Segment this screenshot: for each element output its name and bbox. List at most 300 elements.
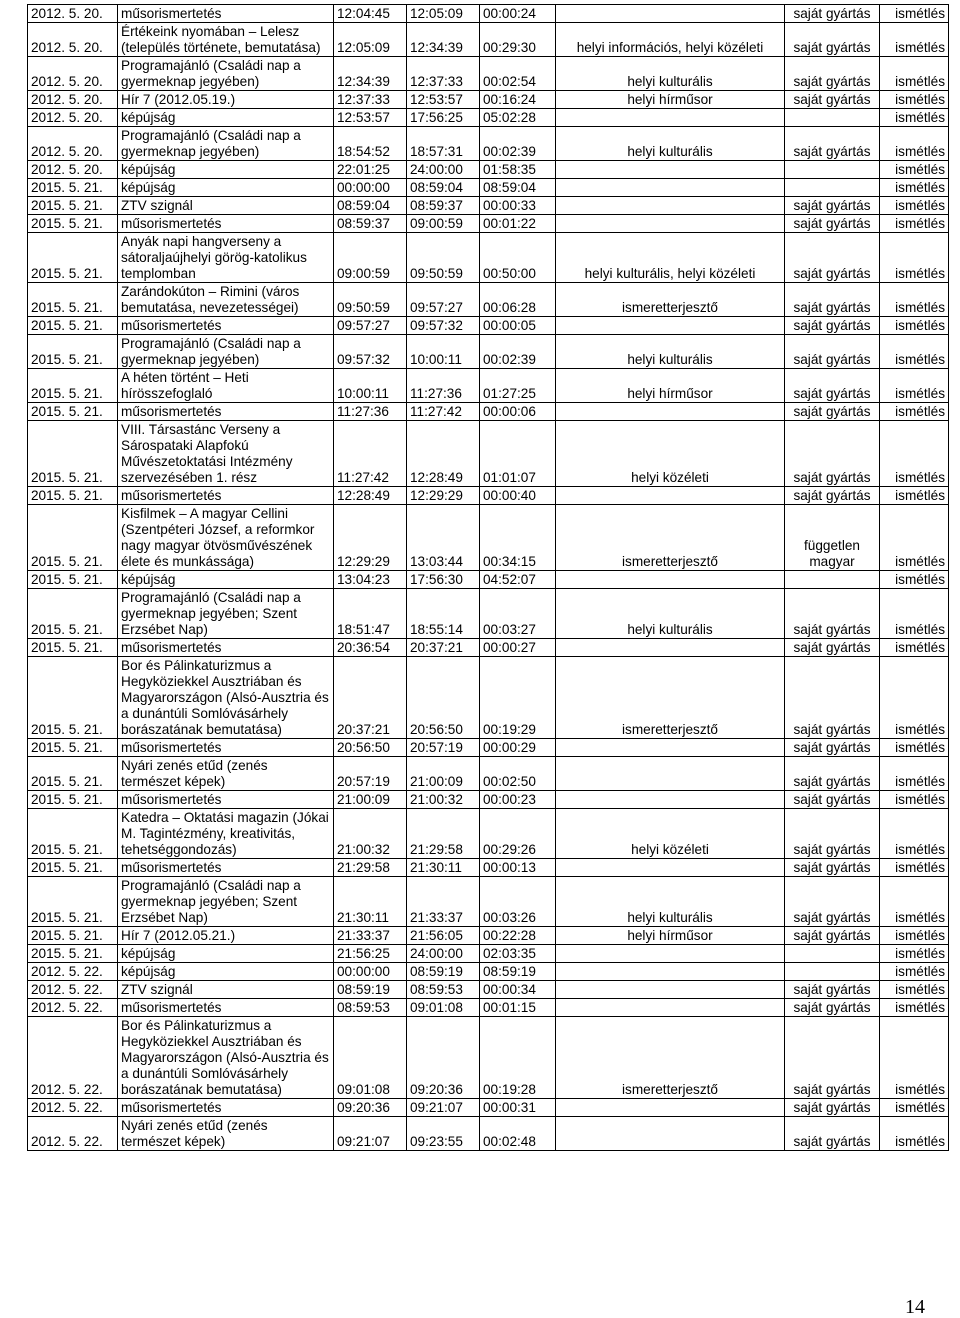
origin-cell: független magyar	[785, 505, 880, 571]
duration-cell: 08:59:04	[480, 179, 556, 197]
duration-cell: 00:02:54	[480, 57, 556, 91]
origin-cell: saját gyártás	[785, 859, 880, 877]
title-cell: műsorismertetés	[118, 215, 334, 233]
duration-cell: 00:01:15	[480, 999, 556, 1017]
genre-cell	[556, 639, 785, 657]
status-cell: ismétlés	[880, 739, 949, 757]
date-cell: 2012. 5. 22.	[28, 999, 118, 1017]
table-row	[28, 179, 949, 197]
start-time-cell: 20:37:21	[334, 657, 407, 739]
origin-cell: saját gyártás	[785, 639, 880, 657]
title-cell: képújság	[118, 571, 334, 589]
genre-cell: helyi hírműsor	[556, 369, 785, 403]
date-cell: 2015. 5. 21.	[28, 233, 118, 283]
start-time-cell: 09:00:59	[334, 233, 407, 283]
status-cell: ismétlés	[880, 639, 949, 657]
start-time-cell: 21:30:11	[334, 877, 407, 927]
table-row	[28, 657, 949, 739]
table-row	[28, 369, 949, 403]
date-cell: 2012. 5. 20.	[28, 57, 118, 91]
table-row	[28, 57, 949, 91]
duration-cell: 00:00:34	[480, 981, 556, 999]
genre-cell	[556, 109, 785, 127]
title-cell: ZTV szignál	[118, 981, 334, 999]
duration-cell: 05:02:28	[480, 109, 556, 127]
status-cell: ismétlés	[880, 233, 949, 283]
title-cell: műsorismertetés	[118, 1099, 334, 1117]
genre-cell	[556, 197, 785, 215]
title-cell: Programajánló (Családi nap a gyermeknap jegyében)	[118, 57, 334, 91]
end-time-cell: 21:30:11	[407, 859, 480, 877]
genre-cell	[556, 981, 785, 999]
genre-cell	[556, 403, 785, 421]
start-time-cell: 18:54:52	[334, 127, 407, 161]
table-row	[28, 945, 949, 963]
table-row	[28, 197, 949, 215]
end-time-cell: 08:59:04	[407, 179, 480, 197]
end-time-cell: 12:34:39	[407, 23, 480, 57]
end-time-cell: 21:00:32	[407, 791, 480, 809]
end-time-cell: 09:20:36	[407, 1017, 480, 1099]
genre-cell: helyi kulturális	[556, 57, 785, 91]
genre-cell: helyi hírműsor	[556, 91, 785, 109]
genre-cell: helyi kulturális	[556, 335, 785, 369]
origin-cell: saját gyártás	[785, 5, 880, 23]
title-cell: Kisfilmek – A magyar Cellini (Szentpéteri József, a reformkor nagy magyar ötvösművészének élete és munkássága)	[118, 505, 334, 571]
status-cell: ismétlés	[880, 487, 949, 505]
start-time-cell: 12:29:29	[334, 505, 407, 571]
date-cell: 2015. 5. 21.	[28, 179, 118, 197]
table-row	[28, 739, 949, 757]
title-cell: Nyári zenés etűd (zenés természet képek)	[118, 1117, 334, 1151]
title-cell: Programajánló (Családi nap a gyermeknap jegyében; Szent Erzsébet Nap)	[118, 589, 334, 639]
genre-cell	[556, 1099, 785, 1117]
title-cell: Katedra – Oktatási magazin (Jókai M. Tagintézmény, kreativitás, tehetséggondozás)	[118, 809, 334, 859]
origin-cell: saját gyártás	[785, 999, 880, 1017]
date-cell: 2015. 5. 21.	[28, 571, 118, 589]
duration-cell: 00:00:29	[480, 739, 556, 757]
start-time-cell: 09:57:32	[334, 335, 407, 369]
duration-cell: 00:16:24	[480, 91, 556, 109]
origin-cell: saját gyártás	[785, 91, 880, 109]
schedule-rows	[28, 5, 949, 1151]
table-row	[28, 403, 949, 421]
table-row	[28, 1117, 949, 1151]
origin-cell: saját gyártás	[785, 1099, 880, 1117]
start-time-cell: 08:59:04	[334, 197, 407, 215]
start-time-cell: 13:04:23	[334, 571, 407, 589]
origin-cell: saját gyártás	[785, 335, 880, 369]
origin-cell: saját gyártás	[785, 317, 880, 335]
status-cell: ismétlés	[880, 179, 949, 197]
origin-cell	[785, 571, 880, 589]
date-cell: 2015. 5. 21.	[28, 197, 118, 215]
title-cell: Zarándokúton – Rimini (város bemutatása, nevezetességei)	[118, 283, 334, 317]
status-cell: ismétlés	[880, 571, 949, 589]
date-cell: 2015. 5. 21.	[28, 369, 118, 403]
start-time-cell: 00:00:00	[334, 963, 407, 981]
start-time-cell: 20:57:19	[334, 757, 407, 791]
duration-cell: 00:19:28	[480, 1017, 556, 1099]
end-time-cell: 21:29:58	[407, 809, 480, 859]
start-time-cell: 21:29:58	[334, 859, 407, 877]
origin-cell: saját gyártás	[785, 809, 880, 859]
duration-cell: 00:00:27	[480, 639, 556, 657]
status-cell: ismétlés	[880, 657, 949, 739]
end-time-cell: 09:00:59	[407, 215, 480, 233]
table-row	[28, 859, 949, 877]
genre-cell	[556, 161, 785, 179]
title-cell: Anyák napi hangverseny a sátoraljaújhelyi görög-katolikus templomban	[118, 233, 334, 283]
title-cell: Programajánló (Családi nap a gyermeknap jegyében)	[118, 335, 334, 369]
origin-cell	[785, 179, 880, 197]
title-cell: Hír 7 (2012.05.21.)	[118, 927, 334, 945]
end-time-cell: 12:28:49	[407, 421, 480, 487]
date-cell: 2015. 5. 21.	[28, 317, 118, 335]
date-cell: 2012. 5. 20.	[28, 109, 118, 127]
end-time-cell: 13:03:44	[407, 505, 480, 571]
status-cell: ismétlés	[880, 791, 949, 809]
start-time-cell: 09:20:36	[334, 1099, 407, 1117]
start-time-cell: 08:59:37	[334, 215, 407, 233]
title-cell: képújság	[118, 963, 334, 981]
origin-cell: saját gyártás	[785, 23, 880, 57]
start-time-cell: 12:28:49	[334, 487, 407, 505]
duration-cell: 00:00:05	[480, 317, 556, 335]
origin-cell: saját gyártás	[785, 657, 880, 739]
page-number: 14	[905, 1296, 925, 1318]
end-time-cell: 20:57:19	[407, 739, 480, 757]
date-cell: 2012. 5. 20.	[28, 91, 118, 109]
duration-cell: 01:01:07	[480, 421, 556, 487]
table-row	[28, 927, 949, 945]
title-cell: műsorismertetés	[118, 487, 334, 505]
date-cell: 2015. 5. 21.	[28, 335, 118, 369]
status-cell: ismétlés	[880, 809, 949, 859]
origin-cell: saját gyártás	[785, 589, 880, 639]
status-cell: ismétlés	[880, 161, 949, 179]
status-cell: ismétlés	[880, 23, 949, 57]
origin-cell: saját gyártás	[785, 403, 880, 421]
title-cell: képújság	[118, 179, 334, 197]
table-row	[28, 1017, 949, 1099]
duration-cell: 00:00:40	[480, 487, 556, 505]
status-cell: ismétlés	[880, 1099, 949, 1117]
duration-cell: 00:00:33	[480, 197, 556, 215]
duration-cell: 08:59:19	[480, 963, 556, 981]
end-time-cell: 09:57:32	[407, 317, 480, 335]
end-time-cell: 09:23:55	[407, 1117, 480, 1151]
duration-cell: 00:00:23	[480, 791, 556, 809]
start-time-cell: 12:53:57	[334, 109, 407, 127]
genre-cell: helyi információs, helyi közéleti	[556, 23, 785, 57]
duration-cell: 00:19:29	[480, 657, 556, 739]
status-cell: ismétlés	[880, 1017, 949, 1099]
start-time-cell: 21:00:32	[334, 809, 407, 859]
duration-cell: 00:22:28	[480, 927, 556, 945]
status-cell: ismétlés	[880, 945, 949, 963]
origin-cell	[785, 945, 880, 963]
title-cell: A héten történt – Heti hírösszefoglaló	[118, 369, 334, 403]
date-cell: 2015. 5. 21.	[28, 421, 118, 487]
end-time-cell: 24:00:00	[407, 161, 480, 179]
end-time-cell: 09:01:08	[407, 999, 480, 1017]
end-time-cell: 17:56:25	[407, 109, 480, 127]
duration-cell: 00:34:15	[480, 505, 556, 571]
duration-cell: 00:00:24	[480, 5, 556, 23]
genre-cell	[556, 757, 785, 791]
genre-cell: ismeretterjesztő	[556, 657, 785, 739]
table-row	[28, 757, 949, 791]
end-time-cell: 24:00:00	[407, 945, 480, 963]
table-row	[28, 877, 949, 927]
title-cell: műsorismertetés	[118, 859, 334, 877]
start-time-cell: 09:01:08	[334, 1017, 407, 1099]
table-row	[28, 999, 949, 1017]
status-cell: ismétlés	[880, 589, 949, 639]
genre-cell: helyi közéleti	[556, 809, 785, 859]
title-cell: Hír 7 (2012.05.19.)	[118, 91, 334, 109]
duration-cell: 00:02:39	[480, 127, 556, 161]
status-cell: ismétlés	[880, 403, 949, 421]
table-row	[28, 5, 949, 23]
genre-cell	[556, 739, 785, 757]
origin-cell: saját gyártás	[785, 1117, 880, 1151]
date-cell: 2015. 5. 21.	[28, 927, 118, 945]
origin-cell	[785, 109, 880, 127]
start-time-cell: 08:59:53	[334, 999, 407, 1017]
origin-cell: saját gyártás	[785, 877, 880, 927]
end-time-cell: 12:29:29	[407, 487, 480, 505]
origin-cell: saját gyártás	[785, 369, 880, 403]
origin-cell: saját gyártás	[785, 791, 880, 809]
date-cell: 2012. 5. 22.	[28, 1117, 118, 1151]
start-time-cell: 20:36:54	[334, 639, 407, 657]
status-cell: ismétlés	[880, 877, 949, 927]
genre-cell: helyi kulturális, helyi közéleti	[556, 233, 785, 283]
start-time-cell: 21:56:25	[334, 945, 407, 963]
status-cell: ismétlés	[880, 963, 949, 981]
table-row	[28, 589, 949, 639]
table-row	[28, 809, 949, 859]
title-cell: műsorismertetés	[118, 403, 334, 421]
end-time-cell: 12:53:57	[407, 91, 480, 109]
end-time-cell: 09:21:07	[407, 1099, 480, 1117]
table-row	[28, 23, 949, 57]
date-cell: 2015. 5. 21.	[28, 657, 118, 739]
origin-cell: saját gyártás	[785, 1017, 880, 1099]
start-time-cell: 09:50:59	[334, 283, 407, 317]
duration-cell: 00:29:30	[480, 23, 556, 57]
genre-cell	[556, 791, 785, 809]
status-cell: ismétlés	[880, 859, 949, 877]
start-time-cell: 12:04:45	[334, 5, 407, 23]
duration-cell: 00:06:28	[480, 283, 556, 317]
status-cell: ismétlés	[880, 335, 949, 369]
status-cell: ismétlés	[880, 127, 949, 161]
status-cell: ismétlés	[880, 421, 949, 487]
duration-cell: 00:02:48	[480, 1117, 556, 1151]
title-cell: Bor és Pálinkaturizmus a Hegyköziekkel Ausztriában és Magyarországon (Alsó-Ausztria és a dunántúli Somlóvásárhely borászatának bemutatása)	[118, 657, 334, 739]
date-cell: 2015. 5. 21.	[28, 215, 118, 233]
origin-cell: saját gyártás	[785, 215, 880, 233]
status-cell: ismétlés	[880, 215, 949, 233]
origin-cell: saját gyártás	[785, 57, 880, 91]
table-row	[28, 791, 949, 809]
broadcast-schedule-table	[27, 4, 949, 1151]
date-cell: 2015. 5. 21.	[28, 505, 118, 571]
date-cell: 2012. 5. 22.	[28, 981, 118, 999]
date-cell: 2015. 5. 21.	[28, 809, 118, 859]
start-time-cell: 08:59:19	[334, 981, 407, 999]
genre-cell	[556, 179, 785, 197]
end-time-cell: 18:55:14	[407, 589, 480, 639]
genre-cell	[556, 487, 785, 505]
date-cell: 2015. 5. 21.	[28, 757, 118, 791]
origin-cell: saját gyártás	[785, 927, 880, 945]
table-row	[28, 335, 949, 369]
duration-cell: 00:00:13	[480, 859, 556, 877]
title-cell: képújság	[118, 109, 334, 127]
table-row	[28, 109, 949, 127]
duration-cell: 00:02:39	[480, 335, 556, 369]
genre-cell	[556, 963, 785, 981]
start-time-cell: 11:27:36	[334, 403, 407, 421]
start-time-cell: 22:01:25	[334, 161, 407, 179]
title-cell: Programajánló (Családi nap a gyermeknap jegyében)	[118, 127, 334, 161]
status-cell: ismétlés	[880, 91, 949, 109]
title-cell: ZTV szignál	[118, 197, 334, 215]
date-cell: 2012. 5. 22.	[28, 1099, 118, 1117]
duration-cell: 00:00:06	[480, 403, 556, 421]
date-cell: 2012. 5. 20.	[28, 161, 118, 179]
duration-cell: 00:00:31	[480, 1099, 556, 1117]
start-time-cell: 21:33:37	[334, 927, 407, 945]
end-time-cell: 11:27:42	[407, 403, 480, 421]
status-cell: ismétlés	[880, 505, 949, 571]
title-cell: képújság	[118, 945, 334, 963]
end-time-cell: 11:27:36	[407, 369, 480, 403]
table-row	[28, 571, 949, 589]
date-cell: 2012. 5. 20.	[28, 127, 118, 161]
end-time-cell: 21:33:37	[407, 877, 480, 927]
genre-cell: helyi közéleti	[556, 421, 785, 487]
start-time-cell: 18:51:47	[334, 589, 407, 639]
date-cell: 2012. 5. 20.	[28, 5, 118, 23]
start-time-cell: 12:37:33	[334, 91, 407, 109]
start-time-cell: 00:00:00	[334, 179, 407, 197]
origin-cell: saját gyártás	[785, 197, 880, 215]
status-cell: ismétlés	[880, 1117, 949, 1151]
origin-cell: saját gyártás	[785, 757, 880, 791]
table-row	[28, 91, 949, 109]
genre-cell	[556, 1117, 785, 1151]
table-row	[28, 421, 949, 487]
start-time-cell: 09:57:27	[334, 317, 407, 335]
title-cell: műsorismertetés	[118, 791, 334, 809]
origin-cell: saját gyártás	[785, 283, 880, 317]
start-time-cell: 12:34:39	[334, 57, 407, 91]
table-row	[28, 963, 949, 981]
start-time-cell: 20:56:50	[334, 739, 407, 757]
date-cell: 2012. 5. 22.	[28, 1017, 118, 1099]
status-cell: ismétlés	[880, 927, 949, 945]
end-time-cell: 20:56:50	[407, 657, 480, 739]
duration-cell: 00:03:27	[480, 589, 556, 639]
date-cell: 2012. 5. 20.	[28, 23, 118, 57]
origin-cell: saját gyártás	[785, 981, 880, 999]
genre-cell	[556, 215, 785, 233]
start-time-cell: 10:00:11	[334, 369, 407, 403]
duration-cell: 00:50:00	[480, 233, 556, 283]
start-time-cell: 12:05:09	[334, 23, 407, 57]
origin-cell: saját gyártás	[785, 487, 880, 505]
table-row	[28, 639, 949, 657]
status-cell: ismétlés	[880, 757, 949, 791]
title-cell: VIII. Társastánc Verseny a Sárospataki Alapfokú Művészetoktatási Intézmény szervezésében 1. rész	[118, 421, 334, 487]
date-cell: 2015. 5. 21.	[28, 791, 118, 809]
table-row	[28, 487, 949, 505]
table-row	[28, 215, 949, 233]
title-cell: képújság	[118, 161, 334, 179]
start-time-cell: 21:00:09	[334, 791, 407, 809]
origin-cell	[785, 161, 880, 179]
end-time-cell: 18:57:31	[407, 127, 480, 161]
duration-cell: 00:02:50	[480, 757, 556, 791]
genre-cell	[556, 859, 785, 877]
end-time-cell: 12:05:09	[407, 5, 480, 23]
table-row	[28, 161, 949, 179]
status-cell: ismétlés	[880, 999, 949, 1017]
duration-cell: 04:52:07	[480, 571, 556, 589]
end-time-cell: 20:37:21	[407, 639, 480, 657]
end-time-cell: 09:57:27	[407, 283, 480, 317]
title-cell: Programajánló (Családi nap a gyermeknap jegyében; Szent Erzsébet Nap)	[118, 877, 334, 927]
start-time-cell: 11:27:42	[334, 421, 407, 487]
status-cell: ismétlés	[880, 981, 949, 999]
end-time-cell: 08:59:53	[407, 981, 480, 999]
end-time-cell: 21:56:05	[407, 927, 480, 945]
end-time-cell: 12:37:33	[407, 57, 480, 91]
title-cell: Bor és Pálinkaturizmus a Hegyköziekkel Ausztriában és Magyarországon (Alsó-Ausztria és a dunántúli Somlóvásárhely borászatának bemutatása)	[118, 1017, 334, 1099]
table-row	[28, 981, 949, 999]
status-cell: ismétlés	[880, 197, 949, 215]
status-cell: ismétlés	[880, 369, 949, 403]
title-cell: műsorismertetés	[118, 639, 334, 657]
duration-cell: 01:27:25	[480, 369, 556, 403]
duration-cell: 02:03:35	[480, 945, 556, 963]
origin-cell: saját gyártás	[785, 421, 880, 487]
duration-cell: 00:01:22	[480, 215, 556, 233]
date-cell: 2015. 5. 21.	[28, 589, 118, 639]
status-cell: ismétlés	[880, 317, 949, 335]
table-row	[28, 505, 949, 571]
table-row	[28, 1099, 949, 1117]
title-cell: műsorismertetés	[118, 739, 334, 757]
genre-cell: helyi kulturális	[556, 589, 785, 639]
date-cell: 2012. 5. 22.	[28, 963, 118, 981]
genre-cell	[556, 5, 785, 23]
end-time-cell: 10:00:11	[407, 335, 480, 369]
date-cell: 2015. 5. 21.	[28, 859, 118, 877]
duration-cell: 00:29:26	[480, 809, 556, 859]
date-cell: 2015. 5. 21.	[28, 639, 118, 657]
title-cell: műsorismertetés	[118, 5, 334, 23]
title-cell: Értékeink nyomában – Lelesz (település története, bemutatása)	[118, 23, 334, 57]
origin-cell: saját gyártás	[785, 233, 880, 283]
origin-cell: saját gyártás	[785, 739, 880, 757]
table-row	[28, 127, 949, 161]
